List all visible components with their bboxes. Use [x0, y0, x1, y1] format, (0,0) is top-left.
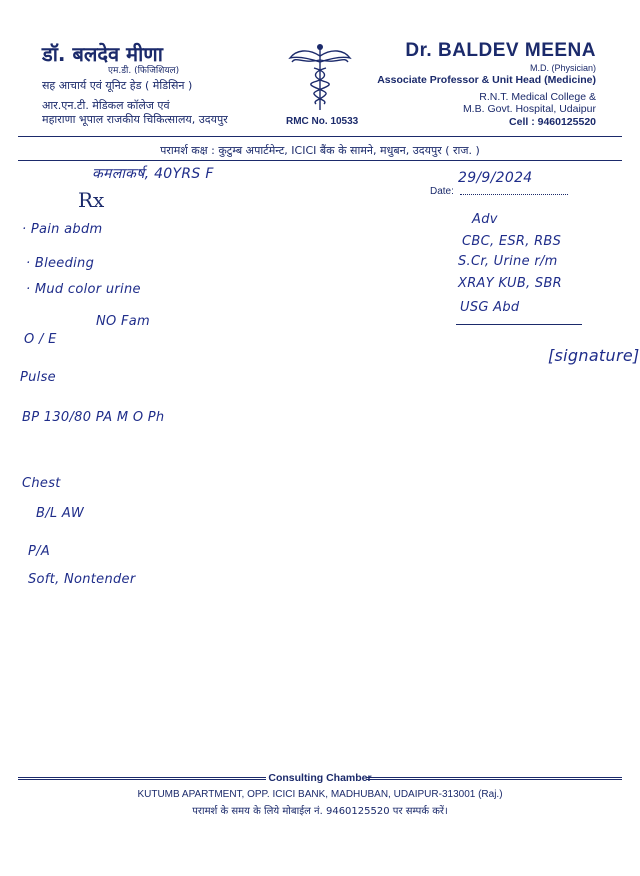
patient-details: कमलाकर्ष, 40YRS F	[92, 166, 214, 182]
address-divider	[18, 160, 622, 161]
clinic-address: परामर्श कक्ष : कुटुम्ब अपार्टमेन्ट, ICICI बैंक के सामने, मधुबन, उदयपुर ( राज. )	[160, 144, 480, 157]
note-line: Pulse	[20, 370, 56, 385]
degree-hindi: एम.डी. (फिजिशियल)	[108, 66, 180, 76]
note-line: S.Cr, Urine r/m	[458, 254, 558, 269]
note-line: P/A	[28, 544, 51, 559]
date-label: Date:	[430, 186, 454, 197]
designation-hindi: सह आचार्य एवं यूनिट हेड ( मेडिसिन )	[42, 79, 193, 92]
signature: [signature]	[548, 346, 640, 365]
header-divider	[18, 136, 622, 137]
prescription-date: 29/9/2024	[458, 170, 533, 186]
note-line: · Mud color urine	[26, 282, 141, 297]
college: R.N.T. Medical College &	[479, 91, 596, 103]
footer-address: KUTUMB APARTMENT, OPP. ICICI BANK, MADHUBAN, UDAIPUR-313001 (Raj.)	[137, 789, 503, 800]
doctor-name-hindi: डॉ. बलदेव मीणा	[42, 42, 163, 66]
doctor-name: Dr. BALDEV MEENA	[405, 40, 596, 61]
date-line	[460, 194, 568, 195]
hospital: M.B. Govt. Hospital, Udaipur	[462, 103, 596, 115]
note-line: USG Abd	[460, 300, 520, 315]
note-line: · Bleeding	[26, 256, 95, 271]
right-notes-underline	[456, 324, 582, 325]
degree: M.D. (Physician)	[529, 63, 596, 73]
rmc-number: RMC No. 10533	[286, 116, 359, 127]
rx-symbol: Rx	[78, 188, 105, 212]
caduceus-icon	[288, 42, 352, 112]
cell-number: Cell : 9460125520	[509, 116, 596, 128]
note-line: B/L AW	[36, 506, 84, 521]
footer-title: Consulting Chamber	[268, 772, 372, 784]
hospital-hindi: महाराणा भूपाल राजकीय चिकित्सालय, उदयपुर	[42, 113, 228, 126]
note-line: · Pain abdm	[22, 222, 103, 237]
college-hindi: आर.एन.टी. मेडिकल कॉलेज एवं	[42, 99, 170, 112]
note-line: XRAY KUB, SBR	[458, 276, 563, 291]
note-line: NO Fam	[96, 314, 150, 329]
footer-contact: परामर्श के समय के लिये मोबाईल नं. 9460125520 पर सम्पर्क करें।	[192, 806, 448, 817]
note-line: O / E	[24, 332, 57, 347]
note-line: Soft, Nontender	[28, 572, 136, 587]
note-line: Chest	[22, 476, 61, 491]
note-line: BP 130/80 PA M O Ph	[22, 410, 165, 425]
note-line: Adv	[472, 212, 498, 227]
note-line: CBC, ESR, RBS	[462, 234, 562, 249]
designation: Associate Professor & Unit Head (Medicine)	[377, 74, 596, 86]
